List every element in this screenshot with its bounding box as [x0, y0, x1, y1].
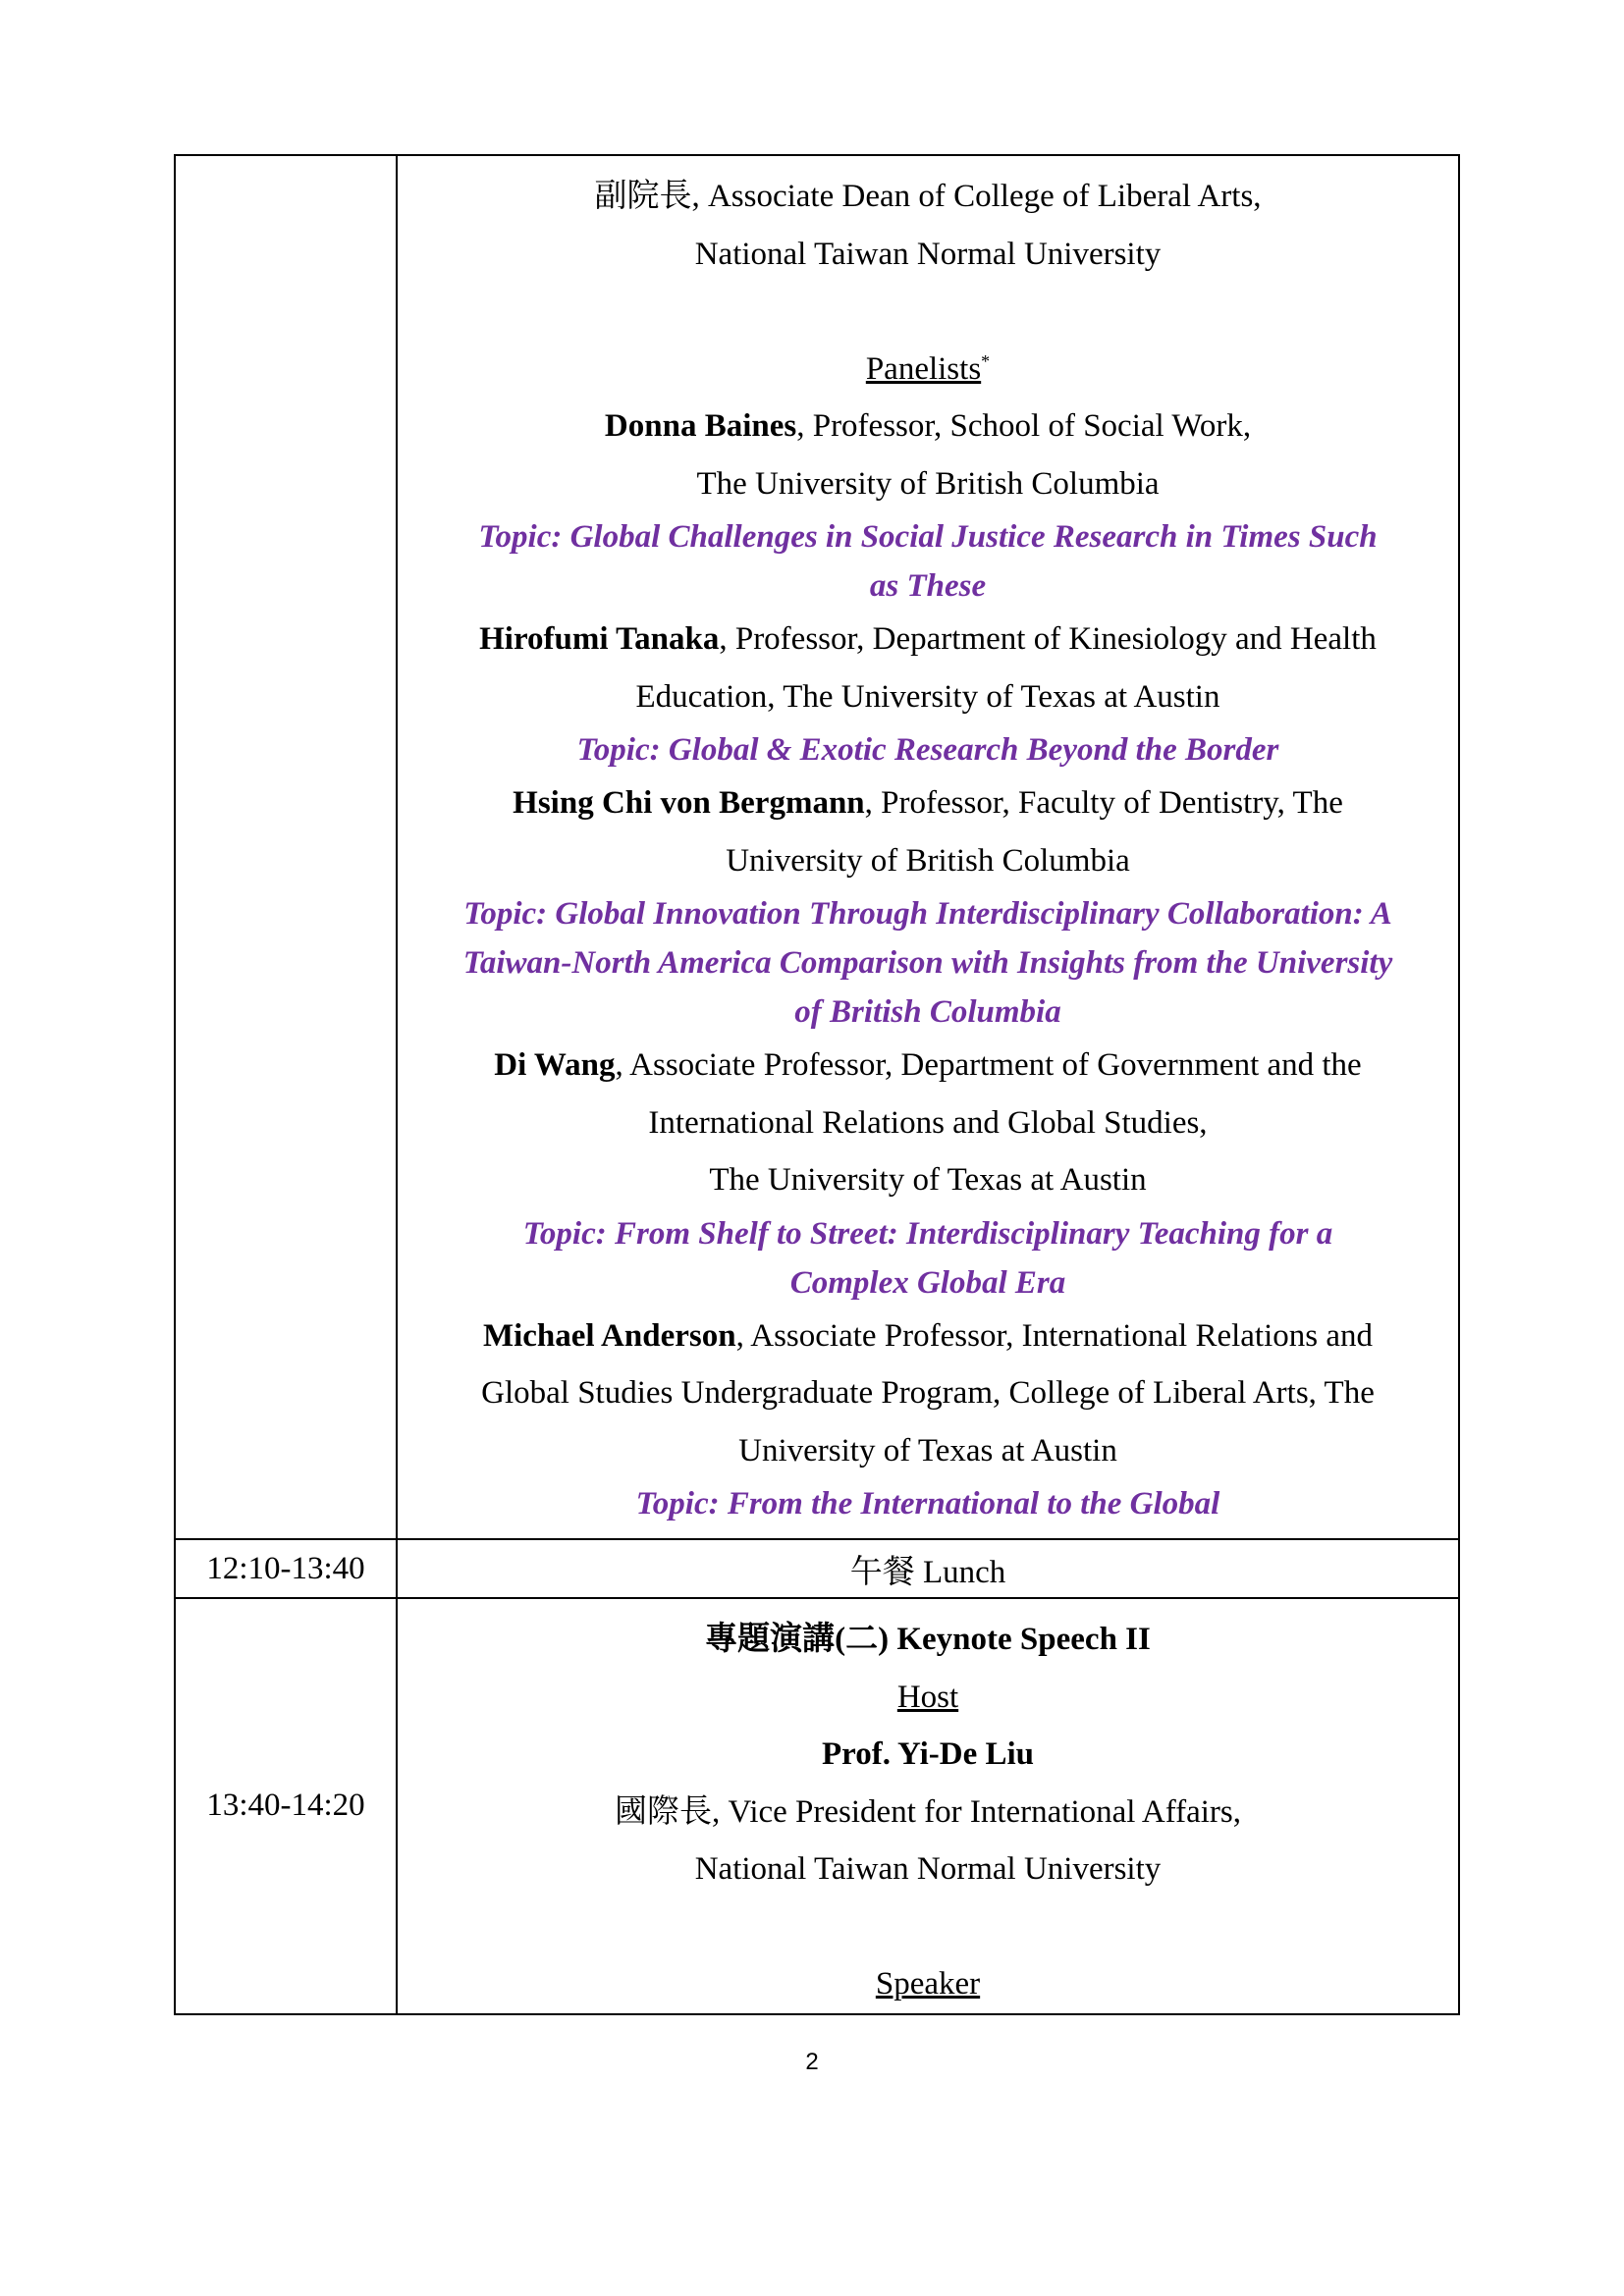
panelist-4-topic: Topic: From Shelf to Street: Interdisciplinary Teaching for a	[522, 1215, 1333, 1252]
moderator-title: 副院長, Associate Dean of College of Liberal Arts,	[594, 179, 1262, 214]
panelist-3-affiliation: University of British Columbia	[726, 842, 1130, 879]
speaker-heading: Speaker	[875, 1966, 981, 2002]
panelist-name: Di Wang	[494, 1047, 616, 1083]
panelist-5-affiliation-cont: University of Texas at Austin	[738, 1432, 1117, 1468]
page-number: 2	[805, 2049, 819, 2075]
schedule-row-panel	[175, 155, 1459, 1539]
panelist-1-affiliation: The University of British Columbia	[696, 465, 1160, 502]
panelist-3: Hsing Chi von Bergmann, Professor, Faculty of Dentistry, The	[513, 785, 1343, 821]
schedule-row-keynote	[175, 1598, 1459, 2014]
panelist-2-topic: Topic: Global & Exotic Research Beyond the Border	[576, 732, 1279, 768]
keynote-title: 專題演講(二) Keynote Speech II	[705, 1622, 1151, 1657]
panelist-5-affiliation: Global Studies Undergraduate Program, College of Liberal Arts, The	[481, 1375, 1375, 1411]
lunch-cell: 午餐 Lunch	[397, 1539, 1459, 1598]
panelist-4: Di Wang, Associate Professor, Department of Government and the	[494, 1047, 1362, 1083]
panelist-name: Hirofumi Tanaka	[479, 621, 720, 657]
time-cell	[175, 155, 397, 1539]
panelist-2: Hirofumi Tanaka, Professor, Department of Kinesiology and Health	[479, 621, 1377, 657]
panelist-1-topic: Topic: Global Challenges in Social Justice Research in Times Such	[478, 519, 1378, 555]
schedule-row-lunch	[175, 1539, 1459, 1598]
panelist-1-topic-cont: as These	[869, 568, 987, 604]
host-affiliation-cont: National Taiwan Normal University	[694, 1851, 1162, 1887]
panelist-2-affiliation: Education, The University of Texas at Austin	[635, 678, 1220, 715]
panelist-name: Michael Anderson	[482, 1317, 736, 1354]
panelist-4-topic-cont: Complex Global Era	[789, 1264, 1066, 1301]
time-cell: 13:40-14:20	[175, 1598, 397, 2014]
panelist-4-affiliation: International Relations and Global Studies,	[648, 1104, 1208, 1141]
host-name: Prof. Yi-De Liu	[822, 1736, 1034, 1772]
content-cell	[397, 155, 1459, 1539]
panelist-3-topic: Topic: Global Innovation Through Interdisciplinary Collaboration: A	[463, 896, 1392, 932]
panelist-4-affiliation-cont: The University of Texas at Austin	[709, 1162, 1147, 1198]
schedule-table	[174, 154, 1460, 2015]
panelist-name: Hsing Chi von Bergmann	[513, 785, 865, 821]
panelist-1: Donna Baines, Professor, School of Social Work,	[604, 408, 1252, 444]
moderator-affiliation: National Taiwan Normal University	[694, 236, 1162, 272]
host-affiliation: 國際長, Vice President for International Affairs,	[615, 1793, 1241, 1830]
panelists-heading: Panelists*	[865, 350, 991, 387]
panelist-3-topic-cont: of British Columbia	[794, 994, 1061, 1030]
panelist-3-topic-cont: Taiwan-North America Comparison with Insights from the University	[462, 945, 1393, 981]
content-cell	[397, 1598, 1459, 2014]
panelist-5-topic: Topic: From the International to the Global	[635, 1486, 1220, 1522]
host-heading: Host	[896, 1679, 959, 1715]
panelist-name: Donna Baines	[604, 408, 797, 444]
panelist-5: Michael Anderson, Associate Professor, International Relations and	[482, 1317, 1374, 1354]
time-cell: 12:10-13:40	[175, 1539, 397, 1598]
